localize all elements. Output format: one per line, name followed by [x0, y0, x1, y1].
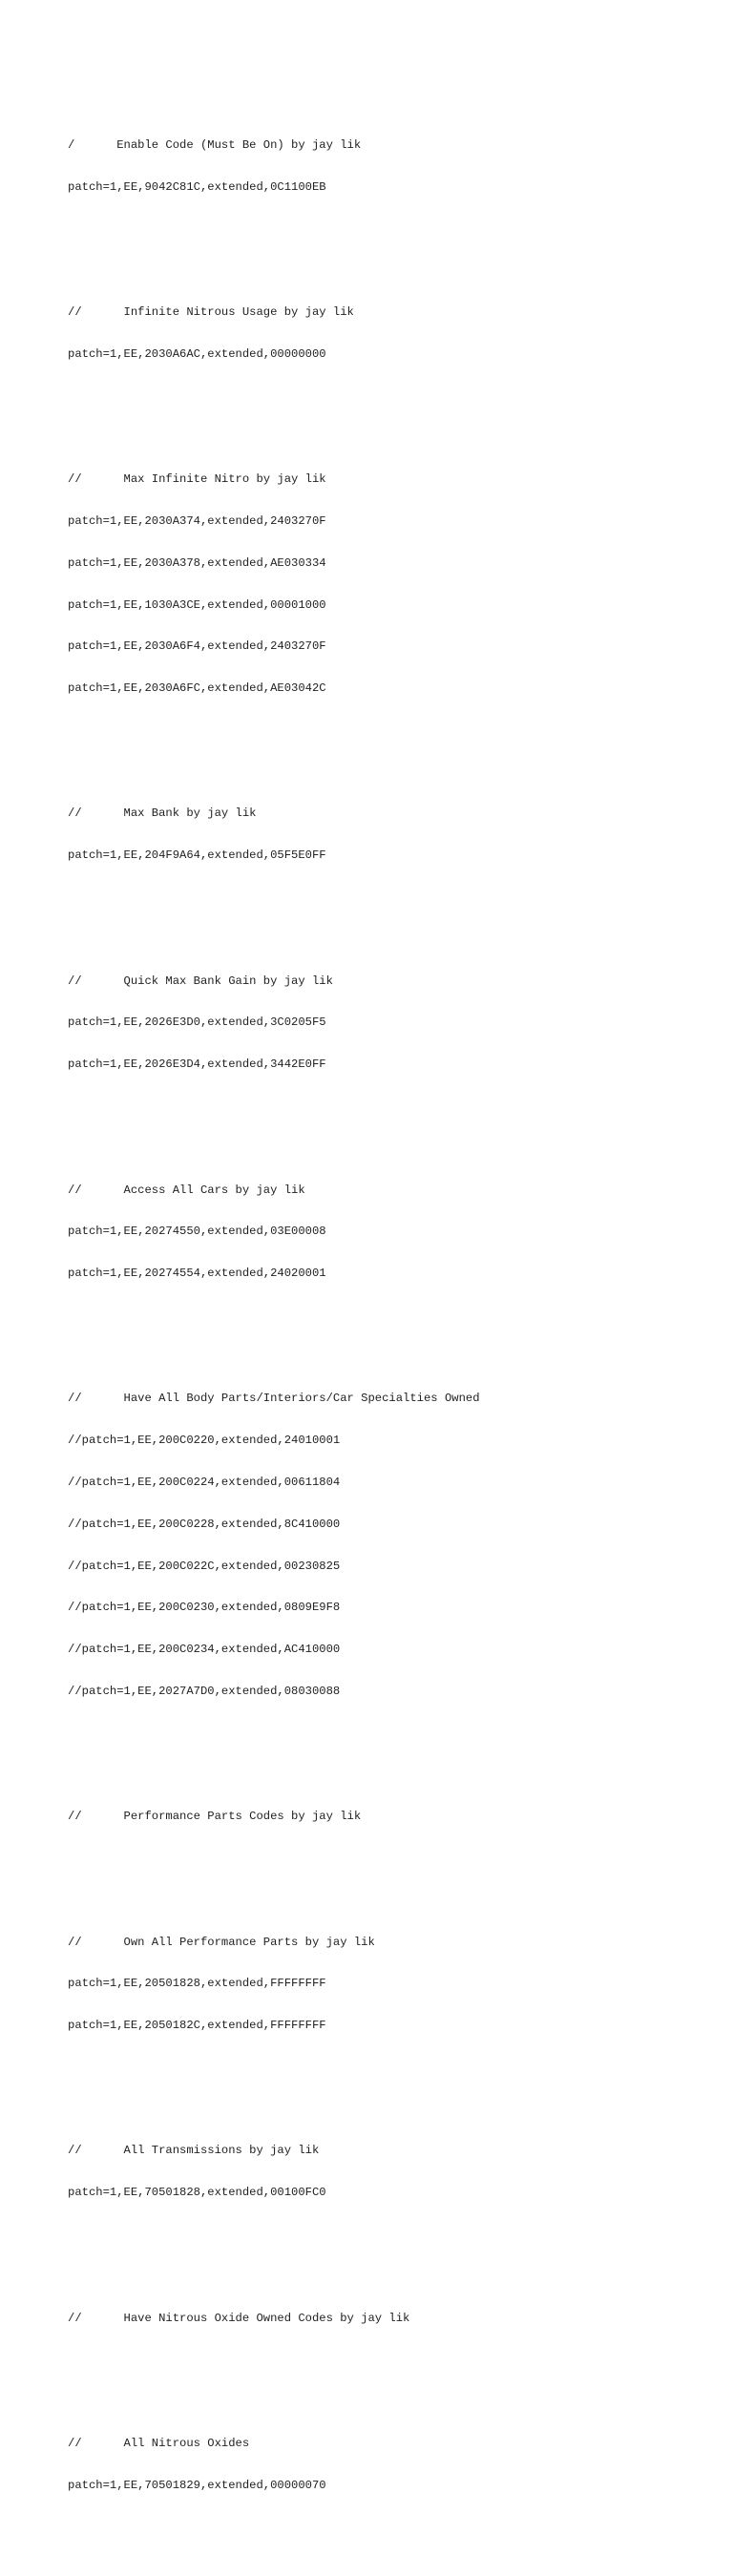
code-section-performance-parts-header [68, 1782, 480, 1852]
commented-patch-line: //patch=1,EE,200C0228,extended,8C410000 [68, 1517, 341, 1531]
patch-line: patch=1,EE,2030A6F4,extended,2403270F [68, 639, 326, 654]
commented-patch-line: //patch=1,EE,2027A7D0,extended,08030088 [68, 1684, 341, 1698]
section-heading: // Have Nitrous Oxide Owned Codes by jay lik [68, 2311, 410, 2325]
section-heading: // Infinite Nitrous Usage by jay lik [68, 305, 354, 320]
section-heading: // Performance Parts Codes by jay lik [68, 1810, 362, 1824]
code-section-all-transmissions [68, 2116, 480, 2228]
section-heading: // Own All Performance Parts by jay lik [68, 1935, 375, 1949]
section-heading: / Enable Code (Must Be On) by jay lik [68, 137, 362, 152]
code-section-quick-max-bank-gain [68, 946, 480, 1100]
patch-line: patch=1,EE,70501828,extended,00100FC0 [68, 2186, 326, 2200]
patch-line: patch=1,EE,20274550,extended,03E00008 [68, 1225, 326, 1239]
code-section-body-parts-owned [68, 1364, 480, 1726]
patch-line: patch=1,EE,20501828,extended,FFFFFFFF [68, 1977, 326, 1991]
commented-patch-line: //patch=1,EE,200C0224,extended,00611804 [68, 1475, 341, 1489]
code-section-all-nitrous-oxides [68, 2409, 480, 2521]
patch-line: patch=1,EE,2030A6FC,extended,AE03042C [68, 681, 326, 696]
section-heading: // Quick Max Bank Gain by jay lik [68, 974, 333, 988]
patch-line: patch=1,EE,9042C81C,extended,0C1100EB [68, 179, 326, 194]
code-section-infinite-nitrous [68, 278, 480, 389]
patch-line: patch=1,EE,2026E3D0,extended,3C0205F5 [68, 1016, 326, 1030]
commented-patch-line: //patch=1,EE,200C0230,extended,0809E9F8 [68, 1601, 341, 1615]
section-heading: // All Transmissions by jay lik [68, 2144, 320, 2158]
commented-patch-line: //patch=1,EE,200C022C,extended,00230825 [68, 1559, 341, 1573]
cheat-code-listing [68, 69, 480, 2576]
commented-patch-line: //patch=1,EE,200C0220,extended,24010001 [68, 1434, 341, 1448]
patch-line: patch=1,EE,70501829,extended,00000070 [68, 2478, 326, 2492]
patch-line: patch=1,EE,204F9A64,extended,05F5E0FF [68, 848, 326, 863]
code-section-enable [68, 111, 480, 222]
section-heading: // Access All Cars by jay lik [68, 1183, 305, 1197]
code-section-nitrous-owned-header [68, 2283, 480, 2353]
patch-line: patch=1,EE,2026E3D4,extended,3442E0FF [68, 1058, 326, 1072]
code-section-own-performance-parts [68, 1907, 480, 2061]
patch-line: patch=1,EE,1030A3CE,extended,00001000 [68, 597, 326, 612]
code-section-max-infinite-nitro [68, 445, 480, 723]
section-heading: // Have All Body Parts/Interiors/Car Specialties Owned [68, 1392, 480, 1406]
section-heading: // All Nitrous Oxides [68, 2436, 250, 2450]
section-heading: // Max Bank by jay lik [68, 806, 257, 821]
patch-line: patch=1,EE,2030A378,extended,AE030334 [68, 555, 326, 570]
patch-line: patch=1,EE,2050182C,extended,FFFFFFFF [68, 2019, 326, 2033]
patch-line: patch=1,EE,2030A374,extended,2403270F [68, 514, 326, 528]
section-heading: // Max Infinite Nitro by jay lik [68, 472, 326, 487]
code-section-access-all-cars [68, 1155, 480, 1309]
commented-patch-line: //patch=1,EE,200C0234,extended,AC410000 [68, 1643, 341, 1657]
patch-line: patch=1,EE,20274554,extended,24020001 [68, 1267, 326, 1281]
patch-line: patch=1,EE,2030A6AC,extended,00000000 [68, 346, 326, 361]
code-section-max-bank [68, 779, 480, 890]
